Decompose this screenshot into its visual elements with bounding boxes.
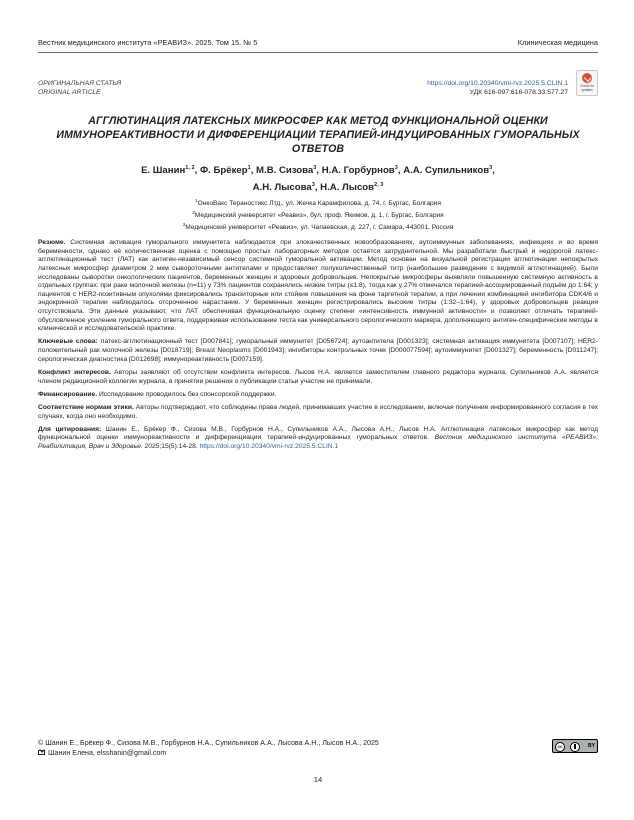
license-label: BY (588, 743, 595, 749)
check-for-updates-icon (582, 73, 592, 83)
doi-link[interactable]: https://doi.org/10.20340/vmi-rvz.2025.5.CLIN.1 (427, 80, 568, 87)
author (256, 165, 316, 176)
author (403, 165, 492, 176)
mail-icon (38, 750, 45, 755)
article-body (38, 239, 598, 456)
citation-journal: Вестник медицинского института «РЕАВИЗ»: Реабилитация, Врач и Здоровье. (38, 434, 598, 451)
keywords-text: латекс-агглютинационный тест [D007841]; гуморальный иммунитет [D056724]; аутоантитела [D001323]; системная активация иммунитета [D007107]; HER2-положительный рак молочной железы [D018719]; Breast Neoplasms [D001943]; ингибиторы контрольных точек [D000077594]; аутоиммунитет [D001327]; беременность [D011247]; серологическая диагностика [D012698]; иммунореактивность [D007159]. (38, 338, 599, 363)
affiliation-text: Медицинский университет «Реавиз», ул. Чапаевская, д. 227, г. Самара, 443001, Россия (185, 224, 454, 232)
ethics-label: Соответствие нормам этики. (38, 404, 134, 411)
attribution-icon (570, 742, 580, 752)
article-type (38, 80, 121, 97)
citation-label: Для цитирования: (38, 425, 102, 433)
author-name: А.Н. Лысова (252, 182, 312, 194)
article-meta (427, 80, 568, 97)
citation (38, 426, 598, 452)
copyright-line: © Шанин Е., Брёкер Ф., Сизова М.В., Горбурнов Н.А., Супильников А.А., Лысова А.Н., Лысов Н.А., 2025 (38, 739, 379, 747)
contact-line (38, 749, 598, 759)
author (322, 165, 398, 176)
author-name: А.А. Супильников (403, 165, 490, 177)
keywords (38, 338, 598, 364)
affiliation-text: ОнкоВакс Тераностикс Лтд., ул. Жечка Карамфилова, д. 74, г. Бургас, Болгария (197, 200, 441, 208)
keywords-label: Ключевые слова: (38, 338, 98, 346)
conflict-of-interest (38, 369, 598, 386)
funding-label: Финансирование. (38, 390, 98, 398)
section-title: Клиническая медицина (517, 38, 598, 47)
affiliation (38, 197, 598, 209)
author (253, 182, 315, 193)
author-name: Н.А. Горбурнов (321, 165, 395, 177)
author (320, 182, 383, 193)
cc-by-license-badge[interactable] (552, 739, 598, 753)
udc-code: УДК 616-097:616-078.33:577.27 (469, 88, 568, 96)
badge-label: Check for updates (580, 84, 594, 92)
article-type-en: ORIGINAL ARTICLE (38, 88, 101, 96)
abstract-text: Системная активация гуморального иммунитета наблюдается при злокачественных новообразованиях, аутоиммунных заболеваниях, инфекциях и во время беременности, однако её количественная оценка с помощью простых лабораторных методов остаётся затруднительной. Мы разработали быстрый и недорогой латекс-агглютинационный тест (ЛАТ) как антиген-независимый сенсор системной гуморальной активации. Метод основан на визуальной регистрации агглютинации непокрытых латексных микросфер диаметром 2 мкм сывороточными антителами и предоставляет полуколичественный титр (наибольшее разведение с видимой агглютинацией). Были исследованы сыворотки онкологических пациентов, беременных женщин и здоровых добровольцев. Непокрытые микросферы выявляли повышенную системную активность в отдельных группах: при раке молочной железы (n=11) у 73% пациентов сохранялись низкие титры (≤1:8), тогда как у 27% отмечался терапией-ассоциированный подъём до 1:64; у пациентов с HER2-позитивным опухолями фиксировались транзиторные или стойкие повышения на фоне таргетной терапии, а при лечении комбинацией ингибитора CDK4/6 и эндокринной терапии наблюдалось отсроченное нарастание. У беременных женщин регистрировались высокие титры (1:32–1:64), у здоровых добровольцев реакция отсутствовала. Эти данные указывают, что ЛАТ обеспечивая функциональную оценку степени «интенсивность иммунной активности» и позволяет отличать терапией-обусловленное усиление гуморального ответа, поддерживая использование теста как универсального серологического маркера, дополняющего антиген-специфические методы в клинической и исследовательской практике. (38, 239, 599, 333)
author-name: Н.А. Лысов (320, 182, 375, 194)
author-affiliation-marker: 3 (311, 182, 315, 189)
affiliation (38, 209, 598, 221)
abstract (38, 239, 598, 334)
page-footer (38, 739, 598, 758)
header-divider (38, 52, 598, 53)
conflict-label: Конфликт интересов. (38, 368, 111, 376)
check-for-updates-badge[interactable] (576, 70, 598, 96)
journal-title: Вестник медицинского института «РЕАВИЗ». 2025. Том 15. № 5 (38, 38, 258, 47)
affiliation-marker: 3 (182, 221, 186, 227)
affiliations (38, 197, 598, 233)
affiliation-marker: 2 (192, 209, 195, 215)
author-name: М.В. Сизова (256, 165, 314, 177)
article-page (38, 0, 598, 820)
author-name: Е. Шанин (141, 165, 186, 177)
abstract-label: Резюме. (38, 239, 66, 246)
affiliation (38, 221, 598, 233)
article-type-ru: ОРИГИНАЛЬНАЯ СТАТЬЯ (38, 80, 122, 87)
conflict-text: Авторы заявляют об отсутствии конфликта интересов. Лысов Н.А. является заместителем главного редактора журнала, Супильников А.А. является членом редакционной коллегии журнала, в принятии решения о публикации статьи участие не принимали. (38, 368, 598, 385)
citation-details: 2025;15(5):14-28. (144, 443, 198, 451)
author (141, 165, 195, 176)
author-list: Е. Шанин$^{1, 2}$, Ф. Брёкер$^1$, М.В. Сизова$^3$, Н.А. Горбурнов$^3$, А.А. Супильников$^3$, А.Н. Лысова$^3$, Н.А. Лысов$^{2, 3}$ (141, 165, 495, 194)
affiliation-text: Медицинский университет «Реавиз», бул. проф. Якимов, д. 1, г. Бургас, Болгария (194, 212, 444, 220)
citation-text: Шанин Е., Брёкер Ф., Сизова М.В., Горбурнов Н.А., Супильников А.А., Лысова А.Н., Лысов Н.А. Агглютинация латексных микросфер как метод функциональной оценки иммунореактивности и дифференциации терапией-индуцированных гуморальных ответов. (38, 425, 599, 442)
funding-text: Исследование проводилось без спонсорской поддержки. (98, 390, 277, 398)
author-affiliation-marker: 3 (394, 165, 398, 171)
funding (38, 391, 598, 400)
author-affiliation-marker: 3 (489, 165, 493, 171)
author-affiliation-marker: 2, 3 (374, 182, 384, 189)
contact-text[interactable]: Шанин Елена, elsshanin@gmail.com (48, 748, 167, 757)
affiliation-marker: 1 (195, 198, 198, 203)
article-title: АГГЛЮТИНАЦИЯ ЛАТЕКСНЫХ МИКРОСФЕР КАК МЕТОД ФУНКЦИОНАЛЬНОЙ ОЦЕНКИ ИММУНОРЕАКТИВНОСТИ И ДИФФЕРЕНЦИАЦИИ ТЕРАПИЕЙ-ИНДУЦИРОВАННЫХ ГУМОРАЛЬНЫХ ОТВЕТОВ (56, 115, 580, 155)
ethics (38, 404, 598, 421)
page-number: 14 (313, 775, 323, 784)
cc-icon: cc (555, 742, 565, 752)
author-name: Ф. Брёкер (199, 165, 248, 177)
author-affiliation-marker: 1, 2 (185, 165, 195, 171)
author-affiliation-marker: 1 (247, 165, 251, 171)
author (200, 165, 251, 176)
citation-link[interactable]: https://doi.org/10.20340/vmi-rvz.2025.5.CLIN.1 (199, 443, 339, 451)
author-affiliation-marker: 3 (313, 165, 317, 171)
ethics-text: Авторы подтверждают, что соблюдены права людей, принимавших участие в исследовании, включая получение информированного согласия в тех случаях, когда оно необходимо. (38, 404, 598, 420)
